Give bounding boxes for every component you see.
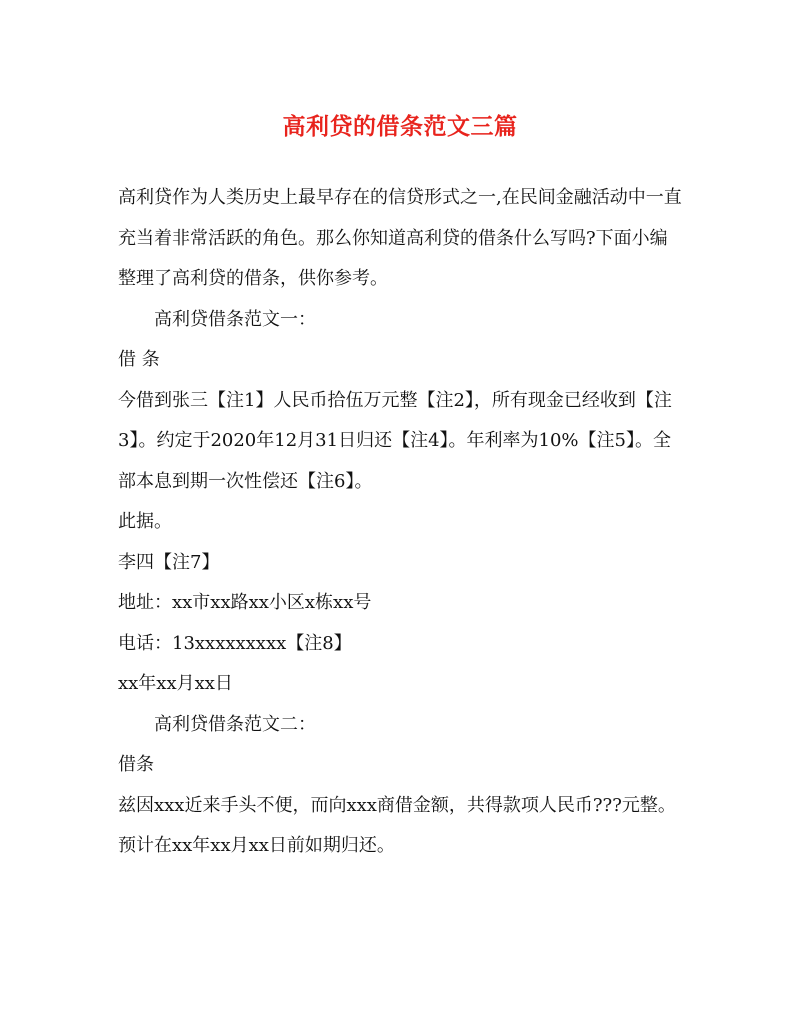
iou-date: xx年xx月xx日 [118, 673, 233, 694]
intro-paragraph: 高利贷作为人类历史上最早存在的信贷形式之一,在民间金融活动中一直充当着非常活跃的角色。那么你知道高利贷的借条什么写吗?下面小编整理了高利贷的借条，供你参考。 [118, 187, 682, 289]
iou-body-one: 今借到张三【注1】人民币拾伍万元整【注2】，所有现金已经收到【注3】。约定于2020年12月31日归还【注4】。年利率为10%【注5】。全部本息到期一次性偿还【注6】。 [118, 389, 672, 492]
iou-heading-one: 借 条 [118, 349, 160, 370]
borrower-phone: 电话：13xxxxxxxxx【注8】 [118, 632, 352, 654]
iou-closing: 此据。 [118, 511, 172, 532]
borrower-address: 地址：xx市xx路xx小区x栋xx号 [118, 592, 372, 613]
iou-body-two: 兹因xxx近来手头不便，而向xxx商借金额，共得款项人民币???元整。 [118, 794, 676, 816]
borrower-name: 李四【注7】 [118, 551, 220, 573]
document-title: 高利贷的借条范文三篇 [282, 113, 518, 140]
iou-heading-two: 借条 [118, 754, 154, 775]
document-body [118, 178, 684, 867]
repayment-plan: 预计在xx年xx月xx日前如期归还。 [118, 835, 395, 856]
section-heading-two: 高利贷借条范文二： [154, 713, 316, 735]
section-heading-one: 高利贷借条范文一： [154, 308, 316, 330]
